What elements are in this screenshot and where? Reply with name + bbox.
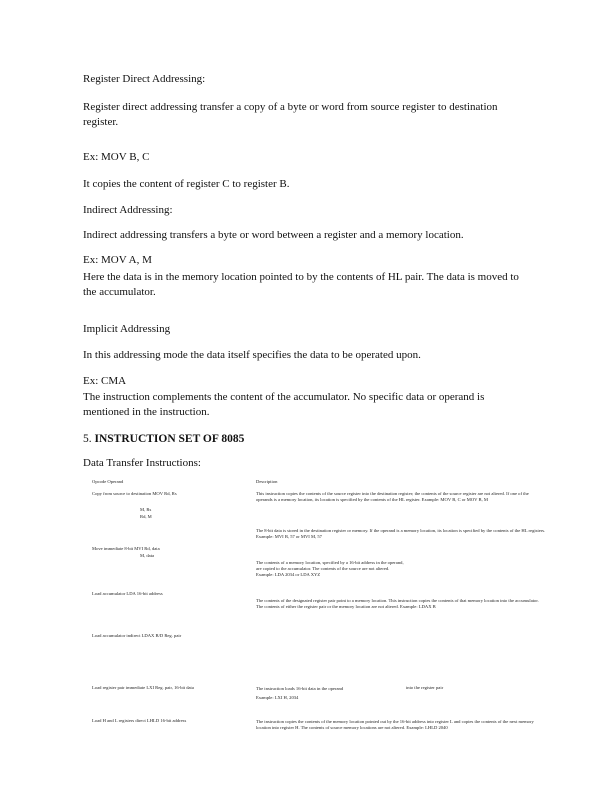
implicit-desc: In this addressing mode the data itself specifies the data to be operated upon. xyxy=(83,349,421,361)
table-row-6-left-a: Load H and L registers direct LHLD 16-bit address xyxy=(92,718,187,723)
table-row-1-left-b: M, Rs xyxy=(140,507,152,512)
indirect-example-desc: Here the data is in the memory location pointed to by the contents of HL pair. The data is moved to the accumulator. xyxy=(83,271,519,298)
indirect-example: Ex: MOV A, M xyxy=(83,254,152,266)
implicit-title: Implicit Addressing xyxy=(83,323,171,335)
table-row-3-right: The contents of a memory location, specified by a 16-bit address in the operand, are copied to the accumulator. The contents of the source are not altered. Example: LDA 2034 or LDA XYZ xyxy=(256,560,404,577)
table-row-4-left-a: Load accumulator indirect LDAX B/D Reg. pair xyxy=(92,633,182,638)
table-header-right: Description xyxy=(256,479,278,484)
register-direct-example: Ex: MOV B, C xyxy=(83,151,150,163)
table-row-5-right-c: Example: LXI H, 2034 xyxy=(256,695,299,700)
table-row-4-right: The contents of the designated register pair point to a memory location. This instruction copies the contents of that memory location into the accumulator. The contents of either the register pair or the memory location are not altered. Example: LDAX B xyxy=(256,598,539,609)
table-row-1-right: This instruction copies the contents of the source register into the destination register; the contents of the source register are not altered. If one of the operands is a memory location, its location is specified by the contents of the HL register. Example: MOV B, C or MOV B, M xyxy=(256,491,529,502)
table-row-2-left-a: Move immediate 8-bit MVI Rd, data xyxy=(92,546,160,551)
table-row-1-left-a: Copy from source to destination MOV Rd, Rs xyxy=(92,491,177,496)
table-row-2-left-b: M, data xyxy=(140,553,155,558)
implicit-example: Ex: CMA xyxy=(83,375,127,387)
section-number: 5. xyxy=(83,433,92,445)
register-direct-example-desc: It copies the content of register C to register B. xyxy=(83,178,290,190)
table-row-1-left-c: Rd, M xyxy=(140,514,152,519)
table-row-2-right: The 8-bit data is stored in the destination register or memory. If the operand is a memory location, its location is specified by the contents of the HL registers. Example: MVI B, 57 or MVI M, 57 xyxy=(256,528,546,539)
register-direct-desc: Register direct addressing transfer a copy of a byte or word from source register to destination register. xyxy=(83,101,498,128)
register-direct-title: Register Direct Addressing: xyxy=(83,73,206,85)
data-transfer-title: Data Transfer Instructions: xyxy=(83,457,201,469)
table-row-5-left-a: Load register pair immediate LXI Reg. pair, 16-bit data xyxy=(92,685,194,690)
implicit-example-desc: The instruction complements the content of the accumulator. No specific data or operand is mentioned in the instruction. xyxy=(83,391,485,418)
table-row-5-right-a: The instruction loads 16-bit data in the operand xyxy=(256,686,344,691)
section-heading xyxy=(83,432,244,447)
section-title: INSTRUCTION SET OF 8085 xyxy=(94,433,245,445)
table-header-left: Opcode Operand xyxy=(92,479,124,484)
table-row-3-left-a: Load accumulator LDA 16-bit address xyxy=(92,591,163,596)
table-row-5-right-b: into the register pair xyxy=(406,685,444,690)
indirect-desc: Indirect addressing transfers a byte or word between a register and a memory location. xyxy=(83,229,464,241)
indirect-title: Indirect Addressing: xyxy=(83,204,173,216)
table-row-6-right: The instruction copies the contents of the memory location pointed out by the 16-bit address into register L and copies the contents of the next memory location into register H. The contents of source memory locations are not altered. Example: LHLD 2040 xyxy=(256,719,534,730)
